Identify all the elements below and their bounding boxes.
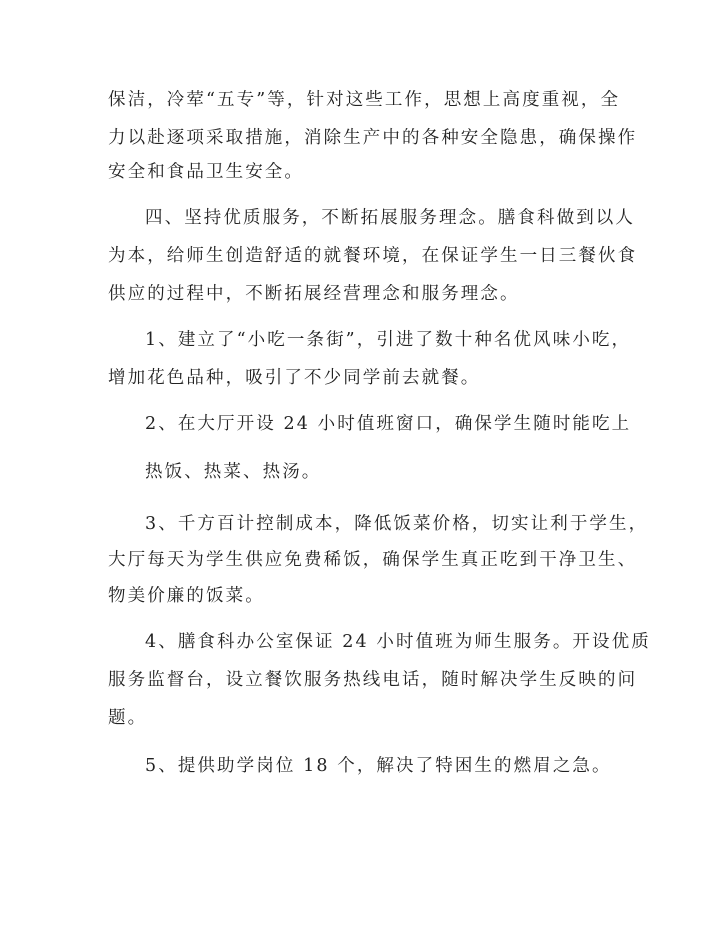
text-line: 1、建立了“小吃一条街”，引进了数十种名优风味小吃， (145, 330, 632, 350)
text-line: 物美价廉的饭菜。 (108, 586, 265, 606)
text-line: 题。 (108, 708, 148, 728)
text-line: 安全和食品卫生安全。 (108, 162, 304, 182)
text-line: 5、提供助学岗位 18 个，解决了特困生的燃眉之急。 (145, 756, 612, 776)
text-line: 4、膳食科办公室保证 24 小时值班为师生服务。开设优质 (145, 632, 651, 652)
text-line: 供应的过程中，不断拓展经营理念和服务理念。 (108, 284, 520, 304)
text-line: 大厅每天为学生供应免费稀饭，确保学生真正吃到干净卫生、 (108, 550, 638, 570)
text-line: 增加花色品种，吸引了不少同学前去就餐。 (108, 368, 481, 388)
text-line: 服务监督台，设立餐饮服务热线电话，随时解决学生反映的问 (108, 670, 638, 690)
text-line: 为本，给师生创造舒适的就餐环境，在保证学生一日三餐伙食 (108, 246, 638, 266)
text-line: 2、在大厅开设 24 小时值班窗口，确保学生随时能吃上 (145, 414, 632, 434)
text-line: 保洁，冷荤“五专”等，针对这些工作，思想上高度重视，全 (108, 90, 621, 110)
text-line: 3、千方百计控制成本，降低饭菜价格，切实让利于学生， (145, 514, 649, 534)
text-line: 热饭、热菜、热汤。 (145, 462, 322, 482)
text-line: 力以赴逐项采取措施，消除生产中的各种安全隐患，确保操作 (108, 128, 638, 148)
text-line: 四、坚持优质服务，不断拓展服务理念。膳食科做到以人 (145, 208, 635, 228)
